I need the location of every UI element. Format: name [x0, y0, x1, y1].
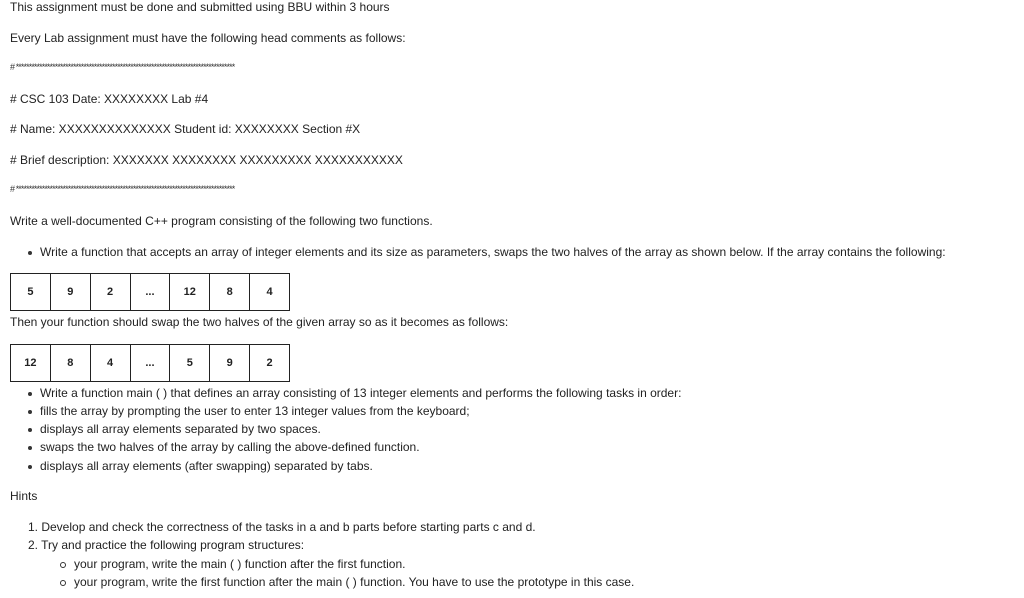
bullet-display-tabs-text: displays all array elements (after swapping) separated by tabs. — [40, 459, 373, 473]
bullet-fill-text: fills the array by prompting the user to enter 13 integer values from the keyboard; — [40, 404, 470, 418]
then-text: Then your function should swap the two halves of the given array so as it becomes as follows: — [10, 315, 509, 329]
bullet-display-spaces — [28, 422, 321, 436]
bullet-swap-call-text: swaps the two halves of the array by calling the above-defined function. — [40, 440, 420, 454]
bullet-display-tabs — [28, 459, 373, 473]
hint-subitem-2 — [60, 575, 634, 589]
array-after-cell: 4 — [90, 345, 130, 382]
hints-title: Hints — [10, 489, 38, 503]
bullet-swap-function — [28, 245, 946, 259]
hint-subitem-2-text: your program, write the first function after the main ( ) function. You have to use the prototype in this case. — [74, 575, 635, 589]
hint-subitem-1-text: your program, write the main ( ) function after the first function. — [74, 557, 406, 571]
hint-item-2: 2. Try and practice the following program structures: — [28, 538, 305, 552]
array-before-cell: 8 — [210, 274, 250, 311]
array-before-cell: ... — [130, 274, 170, 311]
array-after-table — [10, 344, 290, 382]
array-after-cell: ... — [130, 345, 170, 382]
bullet-main-text: Write a function main ( ) that defines an array consisting of 13 integer elements and performs the following tasks in order: — [40, 386, 682, 400]
comment-course: # CSC 103 Date: XXXXXXXX Lab #4 — [10, 92, 209, 106]
array-after-cell: 12 — [11, 345, 51, 382]
array-after-cell: 8 — [50, 345, 90, 382]
array-after-cell: 9 — [210, 345, 250, 382]
intro-line-1: This assignment must be done and submitted using BBU within 3 hours — [10, 0, 390, 14]
intro-line-2: Every Lab assignment must have the following head comments as follows: — [10, 31, 406, 45]
array-before-cell: 9 — [50, 274, 90, 311]
comment-brief: # Brief description: XXXXXXX XXXXXXXX XXXXXXXXX XXXXXXXXXXX — [10, 153, 403, 167]
array-before-cell: 2 — [90, 274, 130, 311]
bullet-fill-array — [28, 404, 470, 418]
hint-subitem-1 — [60, 557, 405, 571]
comment-stars-top: # ************************************************************************************ — [10, 62, 235, 72]
array-before-table — [10, 273, 290, 311]
array-after-cell: 2 — [250, 345, 290, 382]
bullet-swap-function-text: Write a function that accepts an array of integer elements and its size as parameters, swaps the two halves of the array as shown below. If the array contains the following: — [40, 245, 946, 259]
bullet-swap-call — [28, 440, 420, 454]
array-after-cell: 5 — [170, 345, 210, 382]
array-before-cell: 12 — [170, 274, 210, 311]
bullet-display-spaces-text: displays all array elements separated by two spaces. — [40, 422, 321, 436]
hint-item-1: 1. Develop and check the correctness of the tasks in a and b parts before starting parts c and d. — [28, 520, 536, 534]
task-intro: Write a well-documented C++ program consisting of the following two functions. — [10, 214, 433, 228]
comment-stars-bottom: # ************************************************************************************ — [10, 184, 235, 194]
bullet-main-function — [28, 386, 681, 400]
array-before-cell: 4 — [250, 274, 290, 311]
comment-name: # Name: XXXXXXXXXXXXXX Student id: XXXXXXXX Section #X — [10, 122, 361, 136]
array-before-cell: 5 — [11, 274, 51, 311]
